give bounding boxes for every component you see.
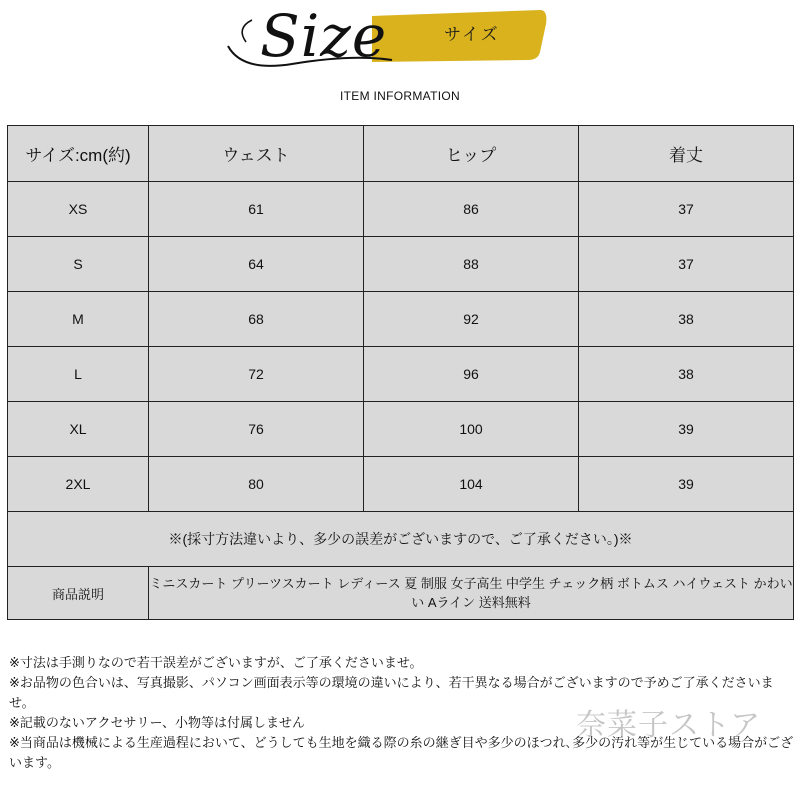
size-cell: L (8, 347, 149, 402)
header-hip: ヒップ (364, 126, 579, 182)
waist-cell: 76 (149, 402, 364, 457)
length-cell: 39 (579, 402, 794, 457)
table-row (8, 182, 794, 237)
table-row (8, 237, 794, 292)
product-description-label: 商品説明 (8, 567, 149, 620)
length-cell: 37 (579, 237, 794, 292)
header-waist: ウェスト (149, 126, 364, 182)
header-size-unit: サイズ:cm(約) (8, 126, 149, 182)
item-information-heading: ITEM INFORMATION (340, 89, 460, 103)
hip-cell: 92 (364, 292, 579, 347)
waist-cell: 61 (149, 182, 364, 237)
size-title: Size (260, 2, 388, 70)
note-line: ※寸法は手測りなので若干誤差がございますが、ご了承くださいませ。 (9, 656, 423, 671)
hip-cell: 100 (364, 402, 579, 457)
measurement-note: ※(採寸方法違いより、多少の誤差がございますので、ご了承ください。)※ (8, 512, 794, 567)
size-cell: S (8, 237, 149, 292)
size-cell: 2XL (8, 457, 149, 512)
hip-cell: 96 (364, 347, 579, 402)
waist-cell: 64 (149, 237, 364, 292)
hip-cell: 104 (364, 457, 579, 512)
length-cell: 38 (579, 347, 794, 402)
length-cell: 39 (579, 457, 794, 512)
hip-cell: 86 (364, 182, 579, 237)
table-row (8, 402, 794, 457)
length-cell: 37 (579, 182, 794, 237)
note-line: ※記載のないアクセサリー、小物等は付属しません (9, 716, 305, 731)
length-cell: 38 (579, 292, 794, 347)
waist-cell: 68 (149, 292, 364, 347)
table-row (8, 347, 794, 402)
product-description-text: ミニスカート プリーツスカート レディース 夏 制服 女子高生 中学生 チェック柄 ボトムス ハイウェスト かわいい Aライン 送料無料 (149, 567, 794, 620)
size-cell: XS (8, 182, 149, 237)
waist-cell: 80 (149, 457, 364, 512)
measurement-note-row (8, 512, 794, 567)
note-line: ※お品物の色合いは、写真撮影、パソコン画面表示等の環境の違いにより、若干異なる場合がございますので予めご了承くださいませ。 (9, 676, 774, 711)
size-cell: XL (8, 402, 149, 457)
table-row (8, 457, 794, 512)
hip-cell: 88 (364, 237, 579, 292)
waist-cell: 72 (149, 347, 364, 402)
size-header-logo (222, 2, 552, 82)
swash-curl (242, 20, 252, 42)
size-chart-table (7, 125, 794, 620)
table-row (8, 292, 794, 347)
store-watermark: 奈菜子ストア (576, 708, 762, 743)
table-header-row (8, 126, 794, 182)
product-description-row (8, 567, 794, 620)
header-length: 着丈 (579, 126, 794, 182)
note-line: ※当商品は機械による生産過程において、どうしても生地を織る際の糸の継ぎ目や多少のほつれ､多少の汚れ等が生じている場合がございます。 (9, 736, 794, 771)
size-kana-label: サイズ (444, 25, 500, 45)
size-cell: M (8, 292, 149, 347)
